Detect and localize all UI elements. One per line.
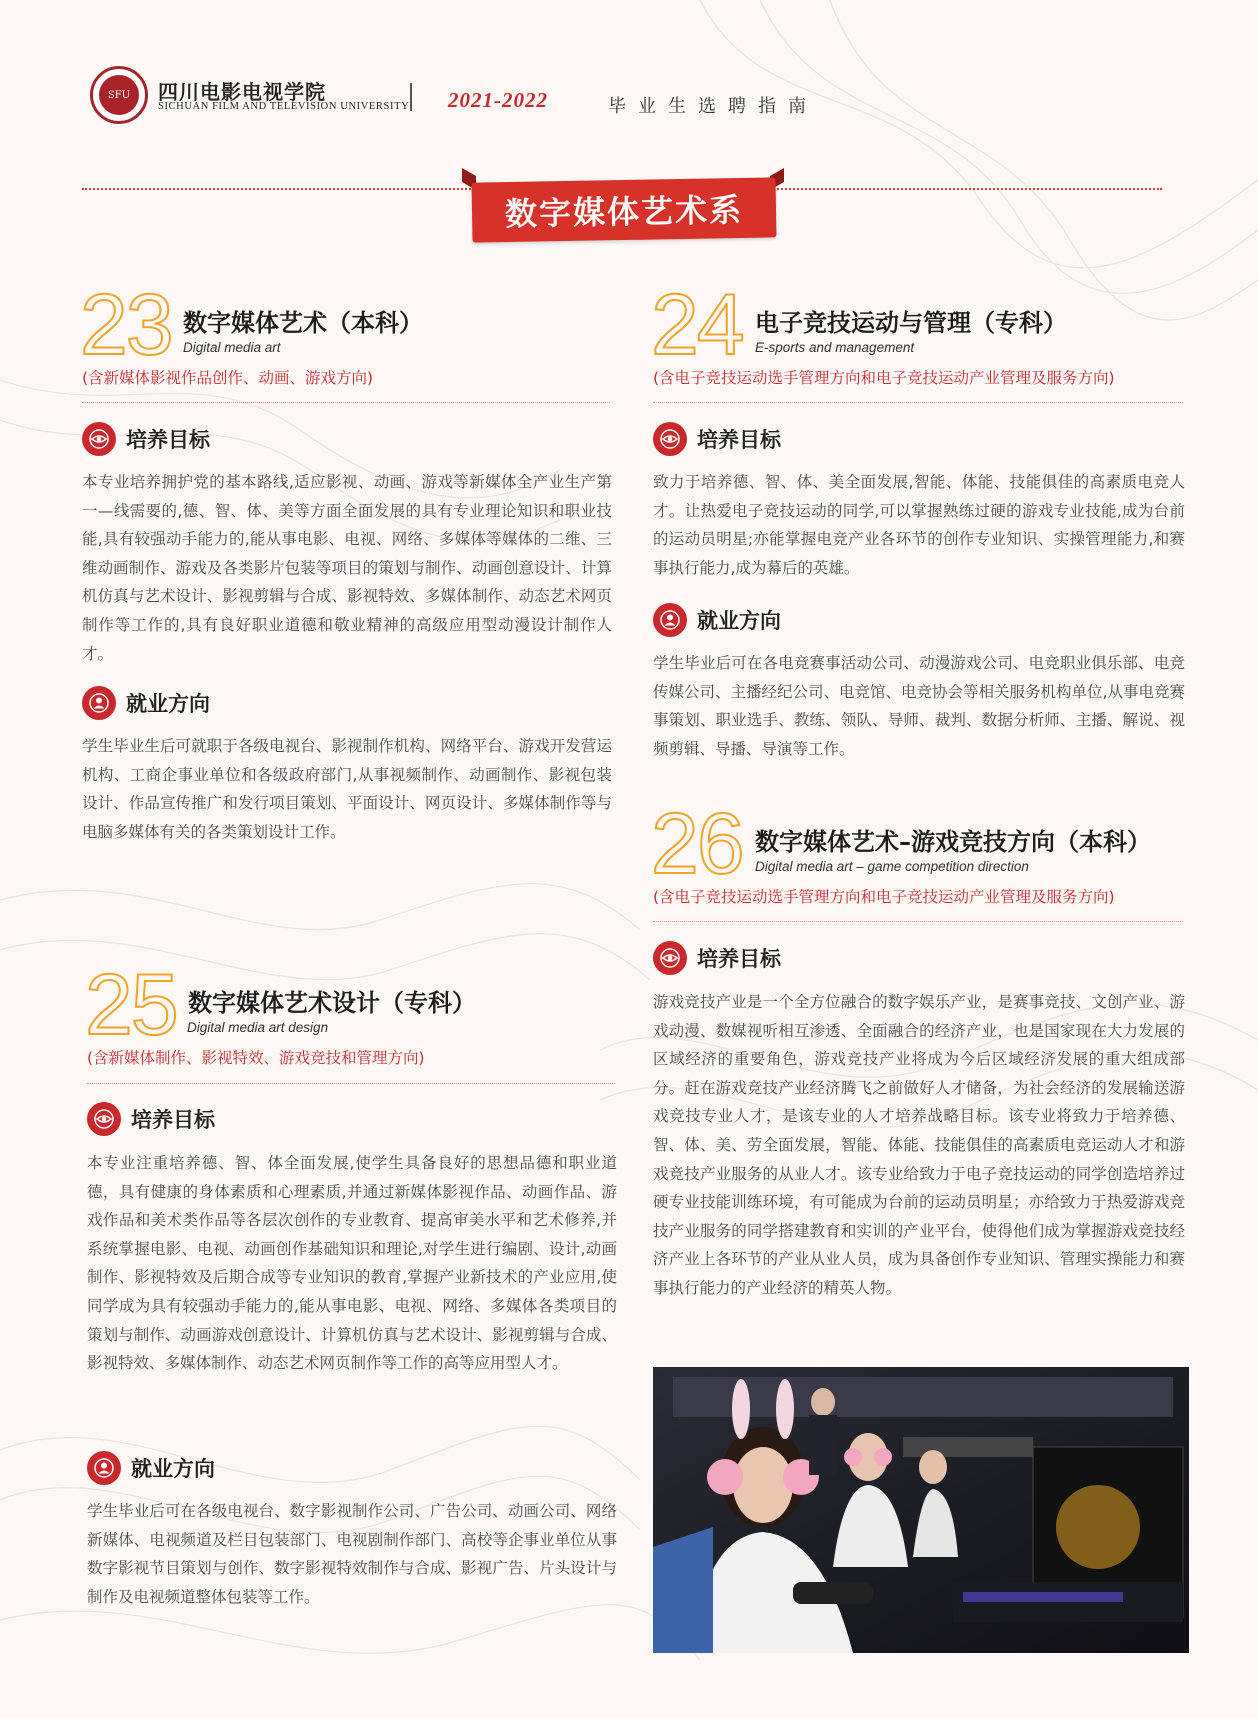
section-heading-training [82, 422, 210, 456]
eye-icon [653, 422, 687, 456]
program-note: (含电子竞技运动选手管理方向和电子竞技运动产业管理及服务方向) [653, 369, 1115, 387]
section-body: 本专业注重培养德、智、体全面发展,使学生具备良好的思想品德和职业道德，具有健康的身体素质和心理素质,并通过新媒体影视作品、动画作品、游戏作品和美术类作品等各层次创作的专业教育、提高审美水平和艺术修养,并系统掌握电影、电视、动画创作基础知识和理论,对学生进行编剧、设计,动画制作、影视特效及后期合成等专业知识的教育,掌握产业新技术的产业应用,使同学成为具有较强动手能力的,能从事电影、电视、网络、多媒体各类项目的策划与制作、动画游戏创意设计、计算机仿真与艺术设计、影视剪辑与合成、影视特效、多媒体制作、动态艺术网页制作等工作的高等应用型人才。 [87, 1154, 617, 1373]
university-name-cn: 四川电影电视学院 [158, 80, 326, 104]
section-body: 游戏竞技产业是一个全方位融合的数字娱乐产业，是赛事竞技、文创产业、游戏动漫、数媒视听相互渗透、全面融合的经济产业，也是国家现在大力发展的区域经济的重要角色，游戏竞技产业将成为今后区域经济发展的重大组成部分。赶在游戏竞技产业经济腾飞之前做好人才储备，为社会经济的发展输送游戏竞技专业人才，是该专业的人才培养战略目标。该专业将致力于培养德、智、体、美、劳全面发展，智能、体能、技能俱佳的高素质电竞运动人才和游戏竞技产业服务的从业人才。该专业给致力于电子竞技运动的同学创造培养过硬专业技能训练环境，有可能成为台前的运动员明星；亦给致力于热爱游戏竞技产业服务的同学搭建教育和实训的产业平台，使得他们成为掌握游戏竞技经济产业上各环节的产业从业人员，成为具备创作专业知识、管理实操能力和赛事执行能力的产业经济的精英人物。 [653, 993, 1185, 1297]
section-heading-label: 培养目标 [131, 1107, 215, 1132]
program-number: 25 [85, 957, 177, 1053]
section-heading-label: 培养目标 [697, 427, 781, 452]
logo-text: SFU [107, 89, 131, 101]
program-title: 数字媒体艺术设计（专科） [188, 989, 476, 1017]
program-title: 数字媒体艺术（本科） [183, 309, 423, 337]
person-icon [87, 1451, 121, 1485]
program-title: 电子竞技运动与管理（专科） [755, 309, 1067, 337]
section-heading-employment [82, 686, 210, 720]
section-heading-label: 就业方向 [697, 608, 781, 633]
university-name-en: SICHUAN FILM AND TELEVISION UNIVERSITY [158, 101, 410, 112]
program-note: (含新媒体影视作品创作、动画、游戏方向) [82, 369, 374, 387]
program-title-en: Digital media art – game competition direction [755, 859, 1029, 874]
section-body: 本专业培养拥护党的基本路线,适应影视、动画、游戏等新媒体全产业生产第一—线需要的,德、智、体、美等方面全面发展的具有专业理论知识和职业技能,具有较强动手能力的,能从事电影、电视、网络、多媒体等媒体的二维、三维动画制作、游戏及各类影片包装等项目的策划与制作、动画创意设计、计算机仿真与艺术设计、影视剪辑与合成、影视特效、多媒体制作、动态艺术网页制作等工作的,具有良好职业道德和敬业精神的高级应用型动漫设计制作人才。 [82, 473, 612, 663]
eye-icon [87, 1102, 121, 1136]
eye-icon [82, 422, 116, 456]
program-separator [653, 921, 1183, 922]
section-heading-employment [653, 603, 781, 637]
program-title-en: E-sports and management [755, 340, 915, 355]
university-logo [90, 66, 148, 124]
section-heading-label: 培养目标 [126, 427, 210, 452]
program-separator [82, 402, 610, 403]
section-heading-label: 就业方向 [126, 691, 210, 716]
program-number: 23 [80, 277, 172, 373]
program-separator [653, 402, 1183, 403]
program-note: (含新媒体制作、影视特效、游戏竞技和管理方向) [87, 1049, 425, 1067]
program-title-en: Digital media art design [187, 1020, 329, 1035]
section-heading-training [653, 941, 781, 975]
section-heading-training [87, 1102, 215, 1136]
section-heading-label: 就业方向 [131, 1456, 215, 1481]
esports-photo-illustration [653, 1367, 1189, 1653]
section-body: 学生毕业后可在各级电视台、数字影视制作公司、广告公司、动画公司、网络新媒体、电视频道及栏目包装部门、电视剧制作部门、高校等企事业单位从事数字影视节目策划与创作、数字影视特效制作与合成、影视广告、片头设计与制作及电视频道整体包装等工作。 [87, 1502, 617, 1606]
section-heading-employment [87, 1451, 215, 1485]
department-banner [471, 177, 776, 242]
program-number: 24 [651, 277, 743, 373]
header-divider [410, 83, 412, 111]
esports-photo [653, 1367, 1189, 1653]
department-title: 数字媒体艺术系 [504, 190, 744, 234]
guide-title: 毕业生选聘指南 [608, 96, 818, 117]
year-range: 2021-2022 [448, 88, 548, 112]
section-body: 致力于培养德、智、体、美全面发展,智能、体能、技能俱佳的高素质电竞人才。让热爱电子竞技运动的同学,可以掌握熟练过硬的游戏专业技能,成为台前的运动员明星;亦能掌握电竞产业各环节的创作专业知识、实操管理能力,和赛事执行能力,成为幕后的英雄。 [653, 473, 1185, 577]
logo-inner-seal [99, 75, 139, 115]
program-number: 26 [651, 796, 743, 892]
program-title: 数字媒体艺术–游戏竞技方向（本科） [755, 828, 1151, 856]
program-separator [87, 1083, 615, 1084]
eye-icon [653, 941, 687, 975]
section-body: 学生毕业生后可就职于各级电视台、影视制作机构、网络平台、游戏开发营运机构、工商企事业单位和各级政府部门,从事视频制作、动画制作、影视包装设计、作品宣传推广和发行项目策划、平面设计、网页设计、多媒体制作等与电脑多媒体有关的各类策划设计工作。 [82, 737, 612, 841]
program-title-en: Digital media art [183, 340, 281, 355]
section-body: 学生毕业后可在各电竞赛事活动公司、动漫游戏公司、电竞职业俱乐部、电竞传媒公司、主播经纪公司、电竞馆、电竞协会等相关服务机构单位,从事电竞赛事策划、职业选手、教练、领队、导师、裁判、数据分析师、主播、解说、视频剪辑、导播、导演等工作。 [653, 654, 1185, 758]
program-note: (含电子竞技运动选手管理方向和电子竞技运动产业管理及服务方向) [653, 888, 1115, 906]
person-icon [653, 603, 687, 637]
person-icon [82, 686, 116, 720]
section-heading-training [653, 422, 781, 456]
section-heading-label: 培养目标 [697, 946, 781, 971]
